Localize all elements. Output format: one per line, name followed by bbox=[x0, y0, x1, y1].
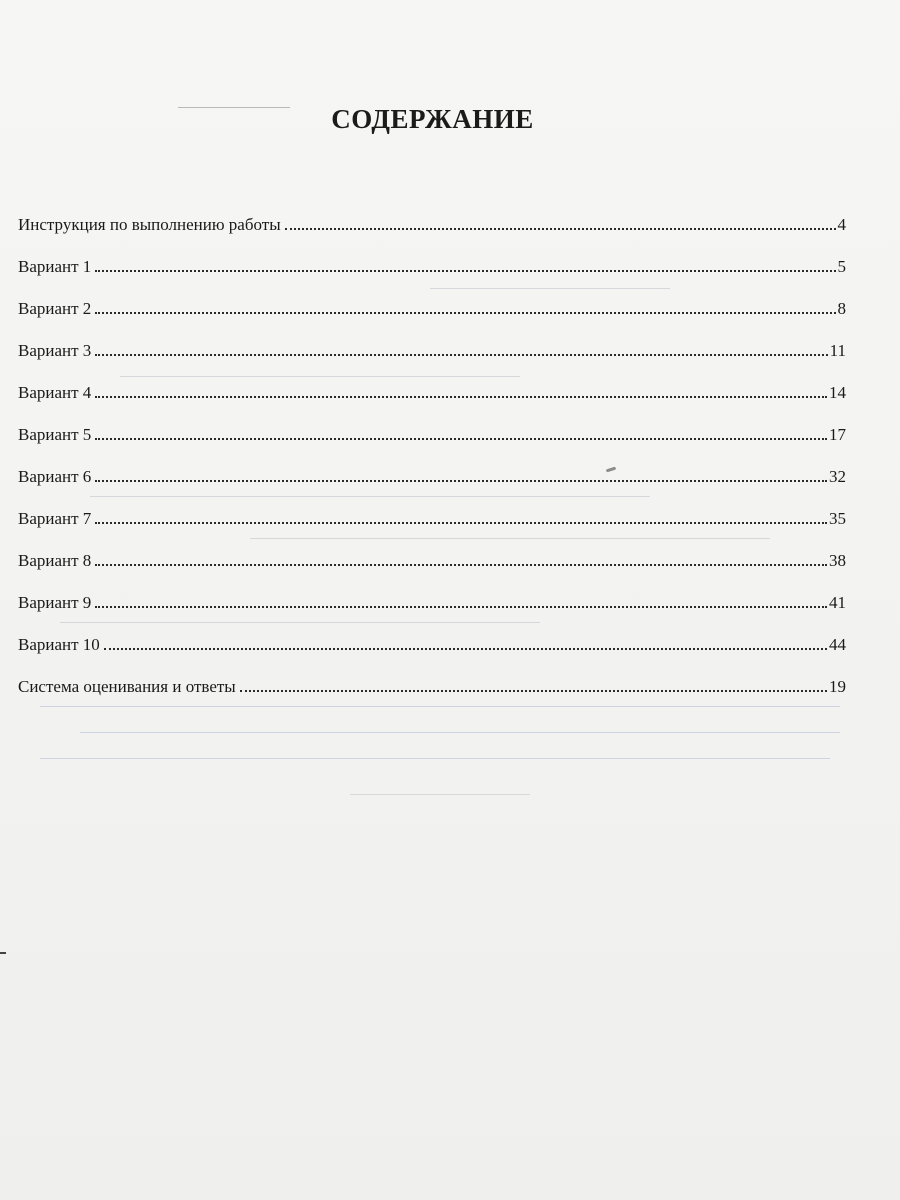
toc-entry bbox=[18, 582, 846, 624]
margin-mark bbox=[0, 952, 6, 954]
toc-entry-page: 4 bbox=[837, 215, 846, 234]
dot-leader bbox=[95, 438, 827, 440]
toc-entry bbox=[18, 456, 846, 498]
dot-leader bbox=[95, 606, 827, 608]
toc-entry-page: 17 bbox=[829, 425, 846, 444]
toc-entry-page: 19 bbox=[829, 677, 846, 696]
toc-entry-label: Вариант 6 bbox=[18, 467, 92, 486]
toc-entry-label: Вариант 7 bbox=[18, 509, 92, 528]
dot-leader bbox=[285, 228, 836, 230]
toc-entry-page: 8 bbox=[837, 299, 846, 318]
toc-entry-label: Вариант 2 bbox=[18, 299, 92, 318]
toc-entry-page: 41 bbox=[829, 593, 846, 612]
toc-entry-label: Вариант 3 bbox=[18, 341, 92, 360]
dot-leader bbox=[95, 270, 835, 272]
toc-entry bbox=[18, 246, 846, 288]
toc-entry bbox=[18, 666, 846, 710]
bleed-through-line bbox=[40, 758, 830, 759]
toc-entry-page: 44 bbox=[829, 635, 846, 654]
toc-entry-page: 5 bbox=[837, 257, 846, 276]
table-of-contents bbox=[18, 204, 846, 710]
toc-entry bbox=[18, 498, 846, 540]
toc-entry-label: Система оценивания и ответы bbox=[18, 677, 236, 696]
toc-entry-page: 38 bbox=[829, 551, 846, 570]
dot-leader bbox=[95, 564, 827, 566]
bleed-through-line bbox=[80, 732, 840, 733]
toc-entry-label: Вариант 1 bbox=[18, 257, 92, 276]
toc-entry bbox=[18, 204, 846, 246]
dot-leader bbox=[95, 354, 827, 356]
toc-entry-label: Вариант 8 bbox=[18, 551, 92, 570]
dot-leader bbox=[95, 312, 835, 314]
dot-leader bbox=[104, 648, 827, 650]
toc-entry bbox=[18, 540, 846, 582]
toc-entry bbox=[18, 414, 846, 456]
toc-entry-label: Вариант 10 bbox=[18, 635, 100, 654]
toc-entry-page: 14 bbox=[829, 383, 846, 402]
toc-entry bbox=[18, 288, 846, 330]
toc-entry-label: Инструкция по выполнению работы bbox=[18, 215, 281, 234]
toc-entry-label: Вариант 4 bbox=[18, 383, 92, 402]
page-title: СОДЕРЖАНИЕ bbox=[331, 104, 534, 134]
dot-leader bbox=[95, 522, 827, 524]
toc-entry-page: 32 bbox=[829, 467, 846, 486]
toc-entry-label: Вариант 5 bbox=[18, 425, 92, 444]
toc-entry bbox=[18, 372, 846, 414]
toc-entry bbox=[18, 624, 846, 666]
toc-entry bbox=[18, 330, 846, 372]
dot-leader bbox=[95, 480, 827, 482]
toc-entry-label: Вариант 9 bbox=[18, 593, 92, 612]
bleed-through-line bbox=[350, 794, 530, 795]
dot-leader bbox=[95, 396, 827, 398]
dot-leader bbox=[240, 690, 827, 692]
toc-entry-page: 35 bbox=[829, 509, 846, 528]
toc-entry-page: 11 bbox=[829, 341, 846, 360]
